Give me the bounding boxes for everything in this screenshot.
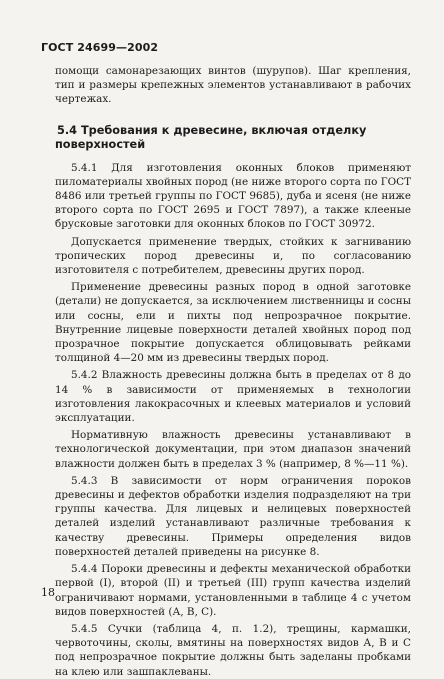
paragraph-tropical-species: Допускается применение твердых, стойких к загниванию тропических пород древесины и, по согласованию изготовителя с потребителем, древесины других пород.	[55, 235, 411, 277]
paragraph-mixed-species: Применение древесины разных пород в одной заготовке (детали) не допускается, за исключением лиственницы и сосны или сосны, ели и пихты под непрозрачное покрытие. Внутренние лицевые поверхности деталей хвойных пород под прозрачное покрытие допускается облицовывать рейками толщиной 4—20 мм из древесины твердых пород.	[55, 281, 411, 365]
paragraph-5-4-2: 5.4.2 Влажность древесины должна быть в пределах от 8 до 14 % в зависимости от применяемых в технологии изготовления лакокрасочных и клеевых материалов и условий эксплуатации.	[55, 369, 411, 425]
paragraph-5-4-1: 5.4.1 Для изготовления оконных блоков применяют пиломатериалы хвойных пород (не ниже второго сорта по ГОСТ 8486 или третьей группы по ГОСТ 9685), дуба и ясеня (не ниже второго сорта по ГОСТ 2695 и ГОСТ 7897), а также клееные брусковые заготовки для оконных блоков по ГОСТ 30972.	[55, 161, 411, 231]
continuation-paragraph: помощи самонарезающих винтов (шурупов). Шаг крепления, тип и размеры крепежных элементов устанавливают в рабочих чертежах.	[55, 65, 411, 106]
page-header-standard: ГОСТ 24699—2002	[41, 41, 159, 54]
document-body	[55, 64, 411, 679]
paragraph-5-4-4: 5.4.4 Пороки древесины и дефекты механической обработки первой (I), второй (II) и третьей (III) групп качества изделий ограничивают нормами, установленными в таблице 4 с учетом видов поверхностей (А, В, С).	[55, 563, 411, 618]
paragraph-5-4-5: 5.4.5 Сучки (таблица 4, п. 1.2), трещины, кармашки, червоточины, сколы, вмятины на поверхностях видов А, В и С под непрозрачное покрытие должны быть заделаны пробками на клею или зашпаклеваны.	[55, 622, 411, 678]
paragraph-normative-moisture: Нормативную влажность древесины устанавливают в технологической документации, при этом диапазон значений влажности должен быть в пределах 3 % (например, 8 %—11 %).	[55, 429, 411, 470]
page-number: 18	[41, 586, 55, 599]
paragraph-5-4-3: 5.4.3 В зависимости от норм ограничения пороков древесины и дефектов обработки изделия подразделяют на три группы качества. Для лицевых и нелицевых поверхностей деталей изделий устанавливают различные требования к качеству древесины. Примеры определения видов поверхностей деталей приведены на рисунке 8.	[55, 474, 411, 558]
section-heading: 5.4 Требования к древесине, включая отделку поверхностей	[55, 123, 367, 151]
